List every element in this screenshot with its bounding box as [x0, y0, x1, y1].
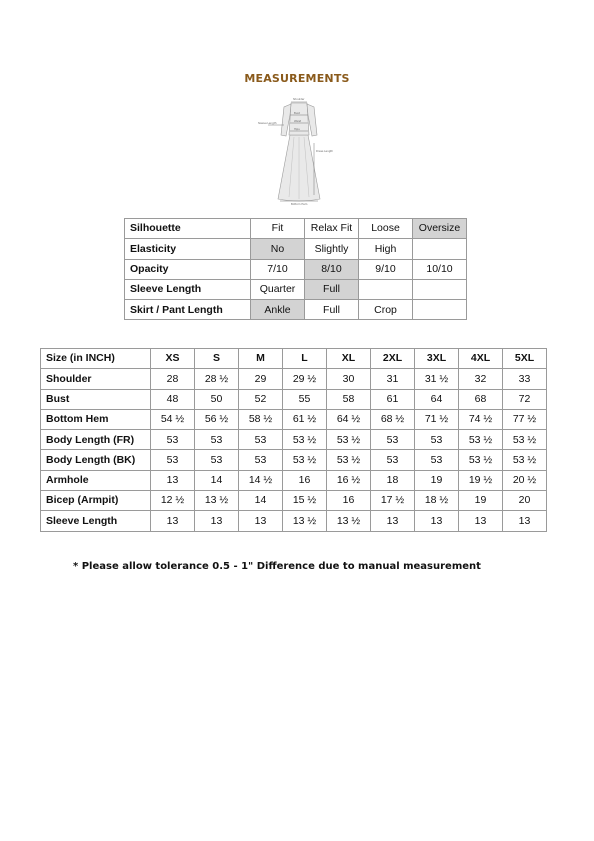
measurement-value: 16 — [327, 491, 371, 511]
measurement-value: 53 ½ — [283, 450, 327, 470]
attribute-row — [125, 300, 467, 320]
measurement-value: 13 — [415, 511, 459, 531]
measurement-value: 53 — [195, 450, 239, 470]
attribute-option: Quarter — [251, 279, 305, 299]
measurement-value: 50 — [195, 389, 239, 409]
attribute-row — [125, 219, 467, 239]
measurement-value: 14 — [239, 491, 283, 511]
measurement-value: 53 ½ — [327, 450, 371, 470]
attribute-label: Skirt / Pant Length — [125, 300, 251, 320]
attribute-row — [125, 239, 467, 259]
size-row — [41, 409, 547, 429]
measurement-value: 55 — [283, 389, 327, 409]
size-header-cell: 3XL — [415, 349, 459, 369]
size-header-row — [41, 349, 547, 369]
measurement-value: 53 ½ — [327, 430, 371, 450]
measurement-label: Bottom Hem — [41, 409, 151, 429]
measurement-value: 32 — [459, 369, 503, 389]
measurement-value: 13 — [151, 470, 195, 490]
measurement-value: 14 — [195, 470, 239, 490]
attribute-option: Full — [305, 279, 359, 299]
measurement-value: 14 ½ — [239, 470, 283, 490]
measurement-value: 53 ½ — [503, 430, 547, 450]
measurement-value: 13 — [195, 511, 239, 531]
measurement-value: 48 — [151, 389, 195, 409]
measurement-label: Armhole — [41, 470, 151, 490]
attribute-option: No — [251, 239, 305, 259]
measurement-value: 28 ½ — [195, 369, 239, 389]
size-header-cell: M — [239, 349, 283, 369]
size-row — [41, 491, 547, 511]
page-title: MEASUREMENTS — [244, 72, 350, 85]
measurement-label: Bicep (Armpit) — [41, 491, 151, 511]
attribute-label: Elasticity — [125, 239, 251, 259]
measurement-value: 53 — [371, 430, 415, 450]
attribute-option: High — [359, 239, 413, 259]
measurement-value: 77 ½ — [503, 409, 547, 429]
measurement-label: Shoulder — [41, 369, 151, 389]
attribute-option: Crop — [359, 300, 413, 320]
measurement-value: 64 ½ — [327, 409, 371, 429]
attribute-label: Silhouette — [125, 219, 251, 239]
attribute-option: Ankle — [251, 300, 305, 320]
attributes-table — [124, 218, 467, 320]
dress-diagram — [254, 95, 344, 207]
measurement-value: 18 — [371, 470, 415, 490]
measurement-label: Body Length (BK) — [41, 450, 151, 470]
figure-label-hips: Hips — [294, 128, 300, 131]
attribute-option — [413, 279, 467, 299]
attribute-label: Sleeve Length — [125, 279, 251, 299]
attribute-option: Slightly — [305, 239, 359, 259]
measurement-value: 13 ½ — [327, 511, 371, 531]
measurement-value: 15 ½ — [283, 491, 327, 511]
attribute-option: Oversize — [413, 219, 467, 239]
measurement-label: Bust — [41, 389, 151, 409]
measurement-value: 29 — [239, 369, 283, 389]
measurement-value: 53 — [195, 430, 239, 450]
attribute-option: Full — [305, 300, 359, 320]
measurement-value: 19 — [459, 491, 503, 511]
figure-label-hem: Bottom Hem — [291, 203, 308, 206]
size-header-cell: 2XL — [371, 349, 415, 369]
size-chart-table — [40, 348, 547, 532]
measurement-value: 74 ½ — [459, 409, 503, 429]
attribute-option: 8/10 — [305, 259, 359, 279]
size-row — [41, 450, 547, 470]
measurement-label: Body Length (FR) — [41, 430, 151, 450]
attribute-option — [413, 300, 467, 320]
measurement-value: 53 — [151, 450, 195, 470]
attribute-row — [125, 259, 467, 279]
measurement-value: 29 ½ — [283, 369, 327, 389]
measurement-value: 30 — [327, 369, 371, 389]
measurement-value: 52 — [239, 389, 283, 409]
measurement-value: 56 ½ — [195, 409, 239, 429]
figure-label-length: Dress Length — [316, 150, 334, 153]
size-row — [41, 430, 547, 450]
figure-label-bust: Bust — [294, 112, 300, 115]
measurement-value: 53 — [151, 430, 195, 450]
measurement-value: 61 — [371, 389, 415, 409]
measurement-value: 31 — [371, 369, 415, 389]
figure-label-sleeve: Sleeve Length — [258, 122, 277, 125]
size-header-cell: XL — [327, 349, 371, 369]
figure-label-waist: Waist — [294, 120, 302, 123]
measurement-value: 19 — [415, 470, 459, 490]
size-row — [41, 389, 547, 409]
tolerance-note: * Please allow tolerance 0.5 - 1" Difference due to manual measurement — [73, 561, 481, 572]
attribute-option: 7/10 — [251, 259, 305, 279]
attribute-option: Fit — [251, 219, 305, 239]
measurement-value: 28 — [151, 369, 195, 389]
measurement-value: 53 — [415, 450, 459, 470]
measurement-value: 53 ½ — [459, 430, 503, 450]
measurement-value: 20 ½ — [503, 470, 547, 490]
size-header-label: Size (in INCH) — [41, 349, 151, 369]
measurement-value: 58 ½ — [239, 409, 283, 429]
measurement-value: 17 ½ — [371, 491, 415, 511]
size-header-cell: S — [195, 349, 239, 369]
measurement-value: 53 — [239, 430, 283, 450]
measurement-value: 13 — [371, 511, 415, 531]
attribute-option — [359, 279, 413, 299]
measurement-value: 18 ½ — [415, 491, 459, 511]
attribute-option: Loose — [359, 219, 413, 239]
measurement-value: 53 ½ — [503, 450, 547, 470]
measurement-value: 12 ½ — [151, 491, 195, 511]
size-row — [41, 369, 547, 389]
figure-label-shoulder: Shoulder — [293, 98, 305, 101]
measurement-value: 31 ½ — [415, 369, 459, 389]
size-header-cell: XS — [151, 349, 195, 369]
attribute-row — [125, 279, 467, 299]
measurement-value: 64 — [415, 389, 459, 409]
measurement-value: 53 ½ — [283, 430, 327, 450]
size-header-cell: 5XL — [503, 349, 547, 369]
measurement-value: 16 — [283, 470, 327, 490]
measurement-value: 13 — [459, 511, 503, 531]
attribute-option: 10/10 — [413, 259, 467, 279]
measurement-value: 71 ½ — [415, 409, 459, 429]
measurement-value: 53 — [415, 430, 459, 450]
measurement-value: 19 ½ — [459, 470, 503, 490]
measurement-value: 20 — [503, 491, 547, 511]
measurement-value: 68 — [459, 389, 503, 409]
measurement-value: 72 — [503, 389, 547, 409]
size-row — [41, 470, 547, 490]
measurement-value: 13 — [151, 511, 195, 531]
measurement-value: 53 — [239, 450, 283, 470]
measurement-value: 16 ½ — [327, 470, 371, 490]
attribute-option: Relax Fit — [305, 219, 359, 239]
measurement-value: 13 ½ — [195, 491, 239, 511]
size-header-cell: 4XL — [459, 349, 503, 369]
attribute-option: 9/10 — [359, 259, 413, 279]
measurement-value: 68 ½ — [371, 409, 415, 429]
size-header-cell: L — [283, 349, 327, 369]
measurement-label: Sleeve Length — [41, 511, 151, 531]
size-row — [41, 511, 547, 531]
measurement-value: 54 ½ — [151, 409, 195, 429]
measurement-value: 61 ½ — [283, 409, 327, 429]
measurement-value: 13 ½ — [283, 511, 327, 531]
attribute-option — [413, 239, 467, 259]
measurement-value: 58 — [327, 389, 371, 409]
measurement-value: 13 — [503, 511, 547, 531]
measurement-value: 53 — [371, 450, 415, 470]
attribute-label: Opacity — [125, 259, 251, 279]
measurement-value: 33 — [503, 369, 547, 389]
measurement-value: 13 — [239, 511, 283, 531]
measurement-value: 53 ½ — [459, 450, 503, 470]
